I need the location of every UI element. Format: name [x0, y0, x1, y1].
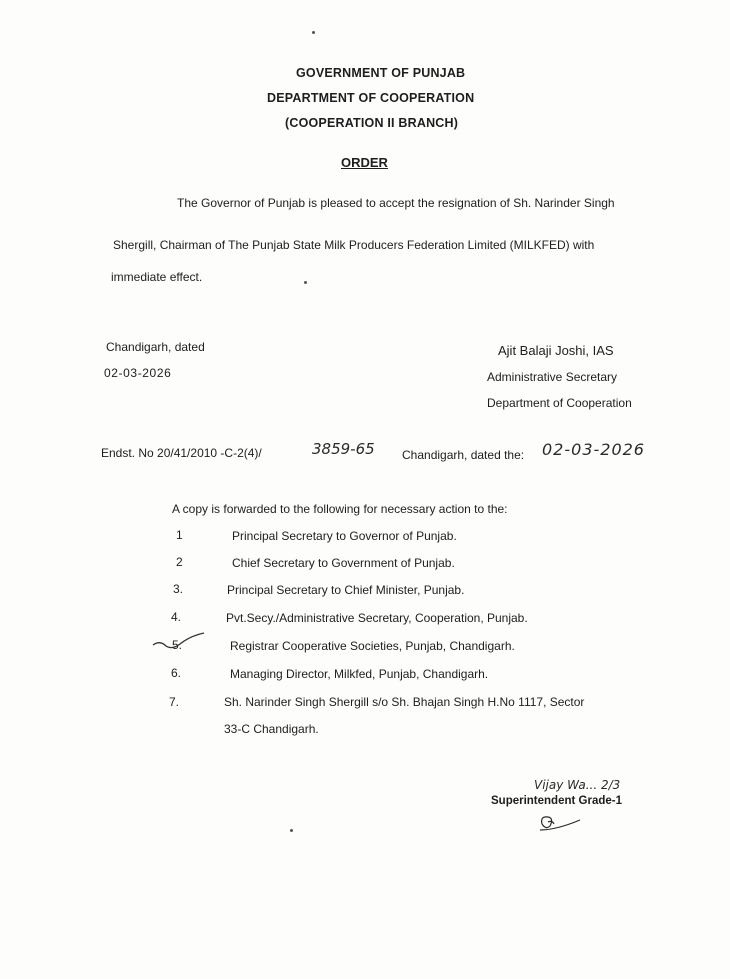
recipient-number: 5. — [172, 638, 183, 652]
recipient-number: 1 — [176, 528, 183, 542]
signatory-designation: Administrative Secretary — [487, 370, 618, 384]
endorsement-dated-label: Chandigarh, dated the: — [402, 448, 525, 462]
endorsement-number: Endst. No 20/41/2010 -C-2(4)/ — [101, 446, 262, 460]
recipient-text: Pvt.Secy./Administrative Secretary, Cooperation, Punjab. — [226, 611, 528, 625]
scan-speck — [312, 31, 315, 34]
header-government: GOVERNMENT OF PUNJAB — [296, 66, 466, 80]
handwritten-tick-mark — [150, 630, 210, 652]
signatory-department: Department of Cooperation — [487, 396, 632, 410]
recipient-text-continued: 33-C Chandigarh. — [224, 722, 319, 736]
recipient-number: 4. — [171, 610, 182, 624]
endorsement-handwritten-number: 3859-65 — [312, 440, 375, 458]
body-line-3: immediate effect. — [111, 270, 203, 284]
recipient-text: Principal Secretary to Chief Minister, Punjab. — [227, 583, 465, 597]
recipient-number: 2 — [176, 555, 183, 569]
signatory-name: Ajit Balaji Joshi, IAS — [498, 343, 614, 358]
body-line-2: Shergill, Chairman of The Punjab State Milk Producers Federation Limited (MILKFED) with — [113, 238, 595, 252]
superintendent-handwritten-initials: Vijay Wa... 2/3 — [534, 778, 621, 792]
recipient-text: Registrar Cooperative Societies, Punjab, Chandigarh. — [230, 639, 515, 653]
copy-intro: A copy is forwarded to the following for necessary action to the: — [172, 502, 508, 516]
recipient-text: Sh. Narinder Singh Shergill s/o Sh. Bhajan Singh H.No 1117, Sector — [224, 695, 585, 709]
recipient-text: Principal Secretary to Governor of Punjab. — [232, 529, 457, 543]
place-label: Chandigarh, dated — [106, 340, 205, 354]
recipient-text: Managing Director, Milkfed, Punjab, Chandigarh. — [230, 667, 489, 681]
superintendent-label: Superintendent Grade-1 — [491, 795, 622, 807]
body-line-1: The Governor of Punjab is pleased to accept the resignation of Sh. Narinder Singh — [177, 196, 615, 210]
order-title: ORDER — [341, 155, 388, 170]
header-branch: (COOPERATION II BRANCH) — [285, 116, 459, 130]
scan-speck — [304, 281, 307, 284]
header-department: DEPARTMENT OF COOPERATION — [267, 91, 475, 105]
recipient-number: 6. — [171, 666, 182, 680]
recipient-number: 3. — [173, 582, 184, 596]
order-date: 02-03-2026 — [104, 366, 172, 380]
recipient-number: 7. — [169, 695, 180, 709]
handwritten-signature — [536, 808, 586, 836]
endorsement-handwritten-date: 02-03-2026 — [542, 440, 645, 459]
recipient-text: Chief Secretary to Government of Punjab. — [232, 556, 455, 570]
scan-speck — [290, 829, 293, 832]
